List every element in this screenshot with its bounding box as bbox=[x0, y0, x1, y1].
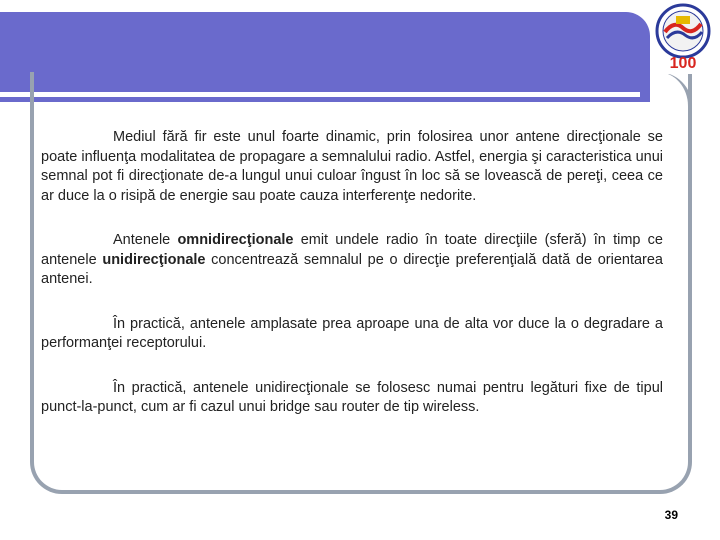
slide-text bbox=[41, 128, 663, 443]
paragraph-2-text-2: emit undele radio în toate direcţiile (sferă) în timp ce antenele bbox=[41, 232, 663, 268]
paragraph-2-text-3: concentrează semnalul pe o direcţie preferenţială dată de orientarea antenei. bbox=[41, 251, 664, 287]
paragraph-2-text-1: Antenele bbox=[113, 232, 178, 248]
paragraph-3: În practică, antenele amplasate prea aproape una de alta vor duce la o degradare a performanţei receptorului. bbox=[41, 315, 663, 351]
paragraph-2 bbox=[41, 231, 663, 290]
paragraph-4: În practică, antenele unidirecţionale se folosesc numai pentru legături fixe de tipul punct-la-punct, cum ar fi cazul unui bridge sau router de tip wireless. bbox=[41, 379, 663, 415]
paragraph-2-bold-2: unidirecţionale bbox=[102, 251, 206, 268]
paragraph-1: Mediul fără fir este unul foarte dinamic, prin folosirea unor antene direcţionale se poate influenţa modalitatea de propagare a semnalului radio. Astfel, energia şi caracteristica unui semnal pot fi direcţionate de-a lungul unui culoar îngust în loc să se lovească de pereţi, ceea ce ar duce la o risipă de energie sau poate cauza interferenţe nedorite. bbox=[41, 129, 663, 204]
page-number: 39 bbox=[664, 508, 678, 522]
logo-number: 100 bbox=[669, 55, 697, 72]
university-centenary-logo-icon bbox=[652, 2, 714, 74]
university-logo bbox=[652, 2, 714, 74]
paragraph-2-bold-1: omnidirecţionale bbox=[177, 232, 294, 248]
